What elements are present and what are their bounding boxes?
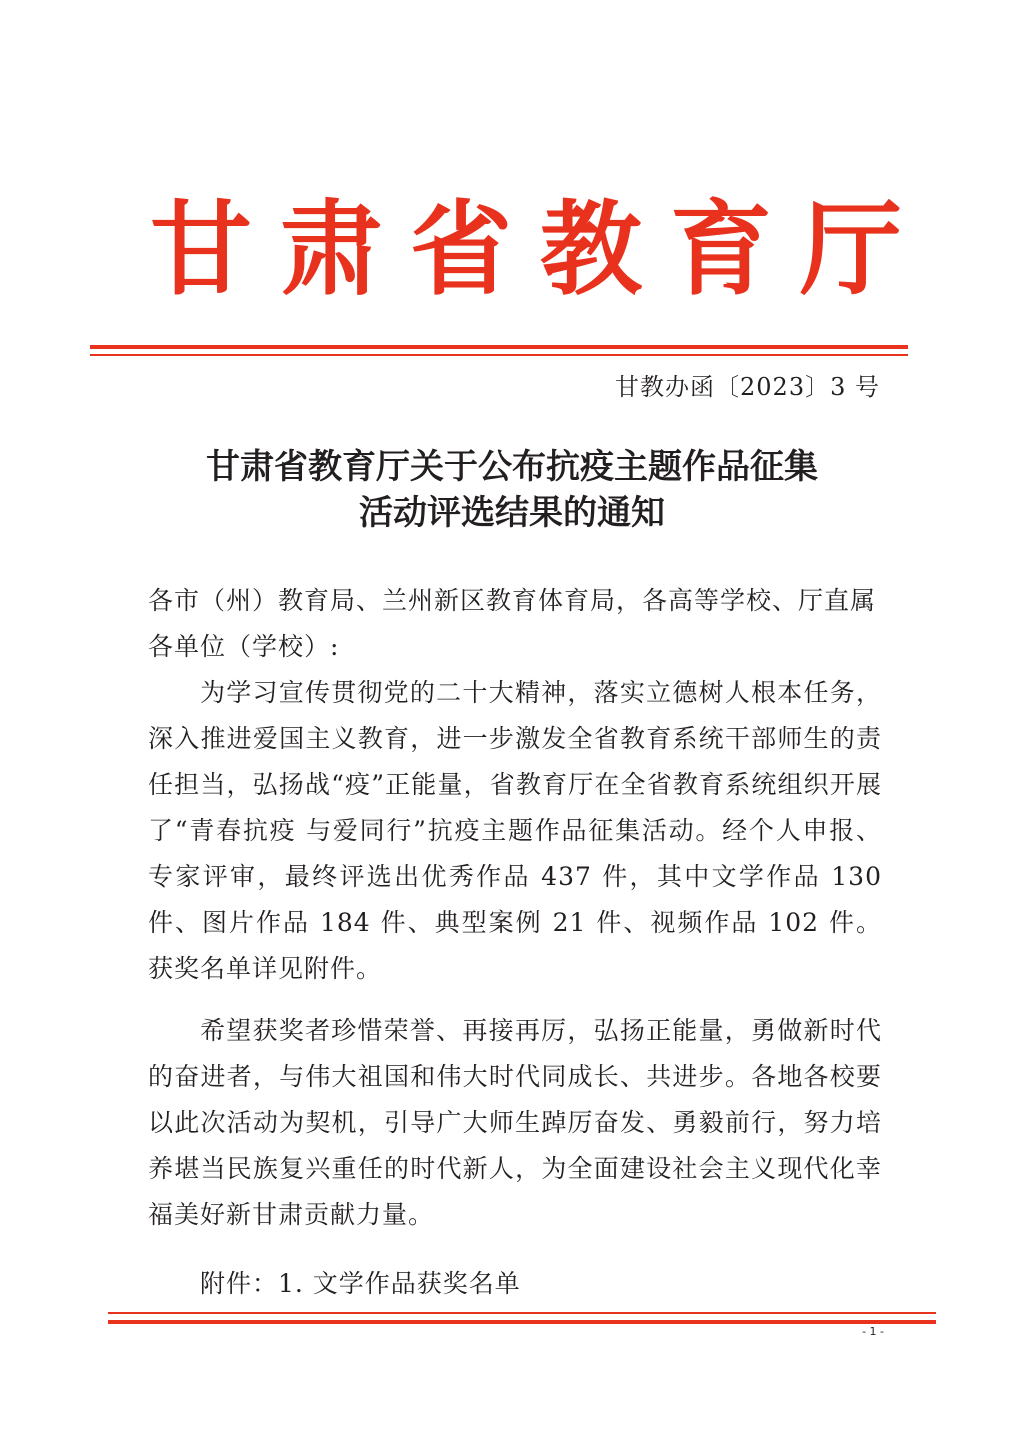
body-paragraph-1: 为学习宣传贯彻党的二十大精神，落实立德树人根本任务，深入推进爱国主义教育，进一步激发全省教育系统干部师生的责任担当，弘扬战“疫”正能量，省教育厅在全省教育系统组织开展了“青春抗疫 与爱同行”抗疫主题作品征集活动。经个人申报、专家评审，最终评选出优秀作品 437 件，其中文学作品 130 件、图片作品 184 件、典型案例 21 件、视频作品 102 件。获奖名单详见附件。: [148, 678, 882, 983]
red-header-rule-thin: [90, 354, 908, 356]
document-title-line-1: 甘肃省教育厅关于公布抗疫主题作品征集: [206, 447, 818, 487]
document-title: [120, 444, 904, 536]
body-paragraph-2: 希望获奖者珍惜荣誉、再接再厉，弘扬正能量，勇做新时代的奋进者，与伟大祖国和伟大时代同成长、共进步。各地各校要以此次活动为契机，引导广大师生踔厉奋发、勇毅前行，努力培养堪当民族复兴重任的时代新人，为全面建设社会主义现代化幸福美好新甘肃贡献力量。: [148, 1016, 882, 1229]
red-footer-rule-thick: [108, 1320, 936, 1324]
document-title-line-2: 活动评选结果的通知: [359, 493, 665, 533]
red-footer-rule-thin: [108, 1312, 936, 1314]
document-number: 甘教办函〔2023〕3 号: [615, 373, 880, 401]
salutation: 各市（州）教育局、兰州新区教育体育局，各高等学校、厅直属各单位（学校）:: [148, 586, 877, 661]
issuer-masthead: 甘肃省教育厅: [150, 191, 930, 310]
attachment-line: 附件：1. 文学作品获奖名单: [200, 1269, 521, 1298]
red-header-rule-thick: [90, 345, 908, 349]
page-number: - 1 -: [862, 1325, 884, 1338]
